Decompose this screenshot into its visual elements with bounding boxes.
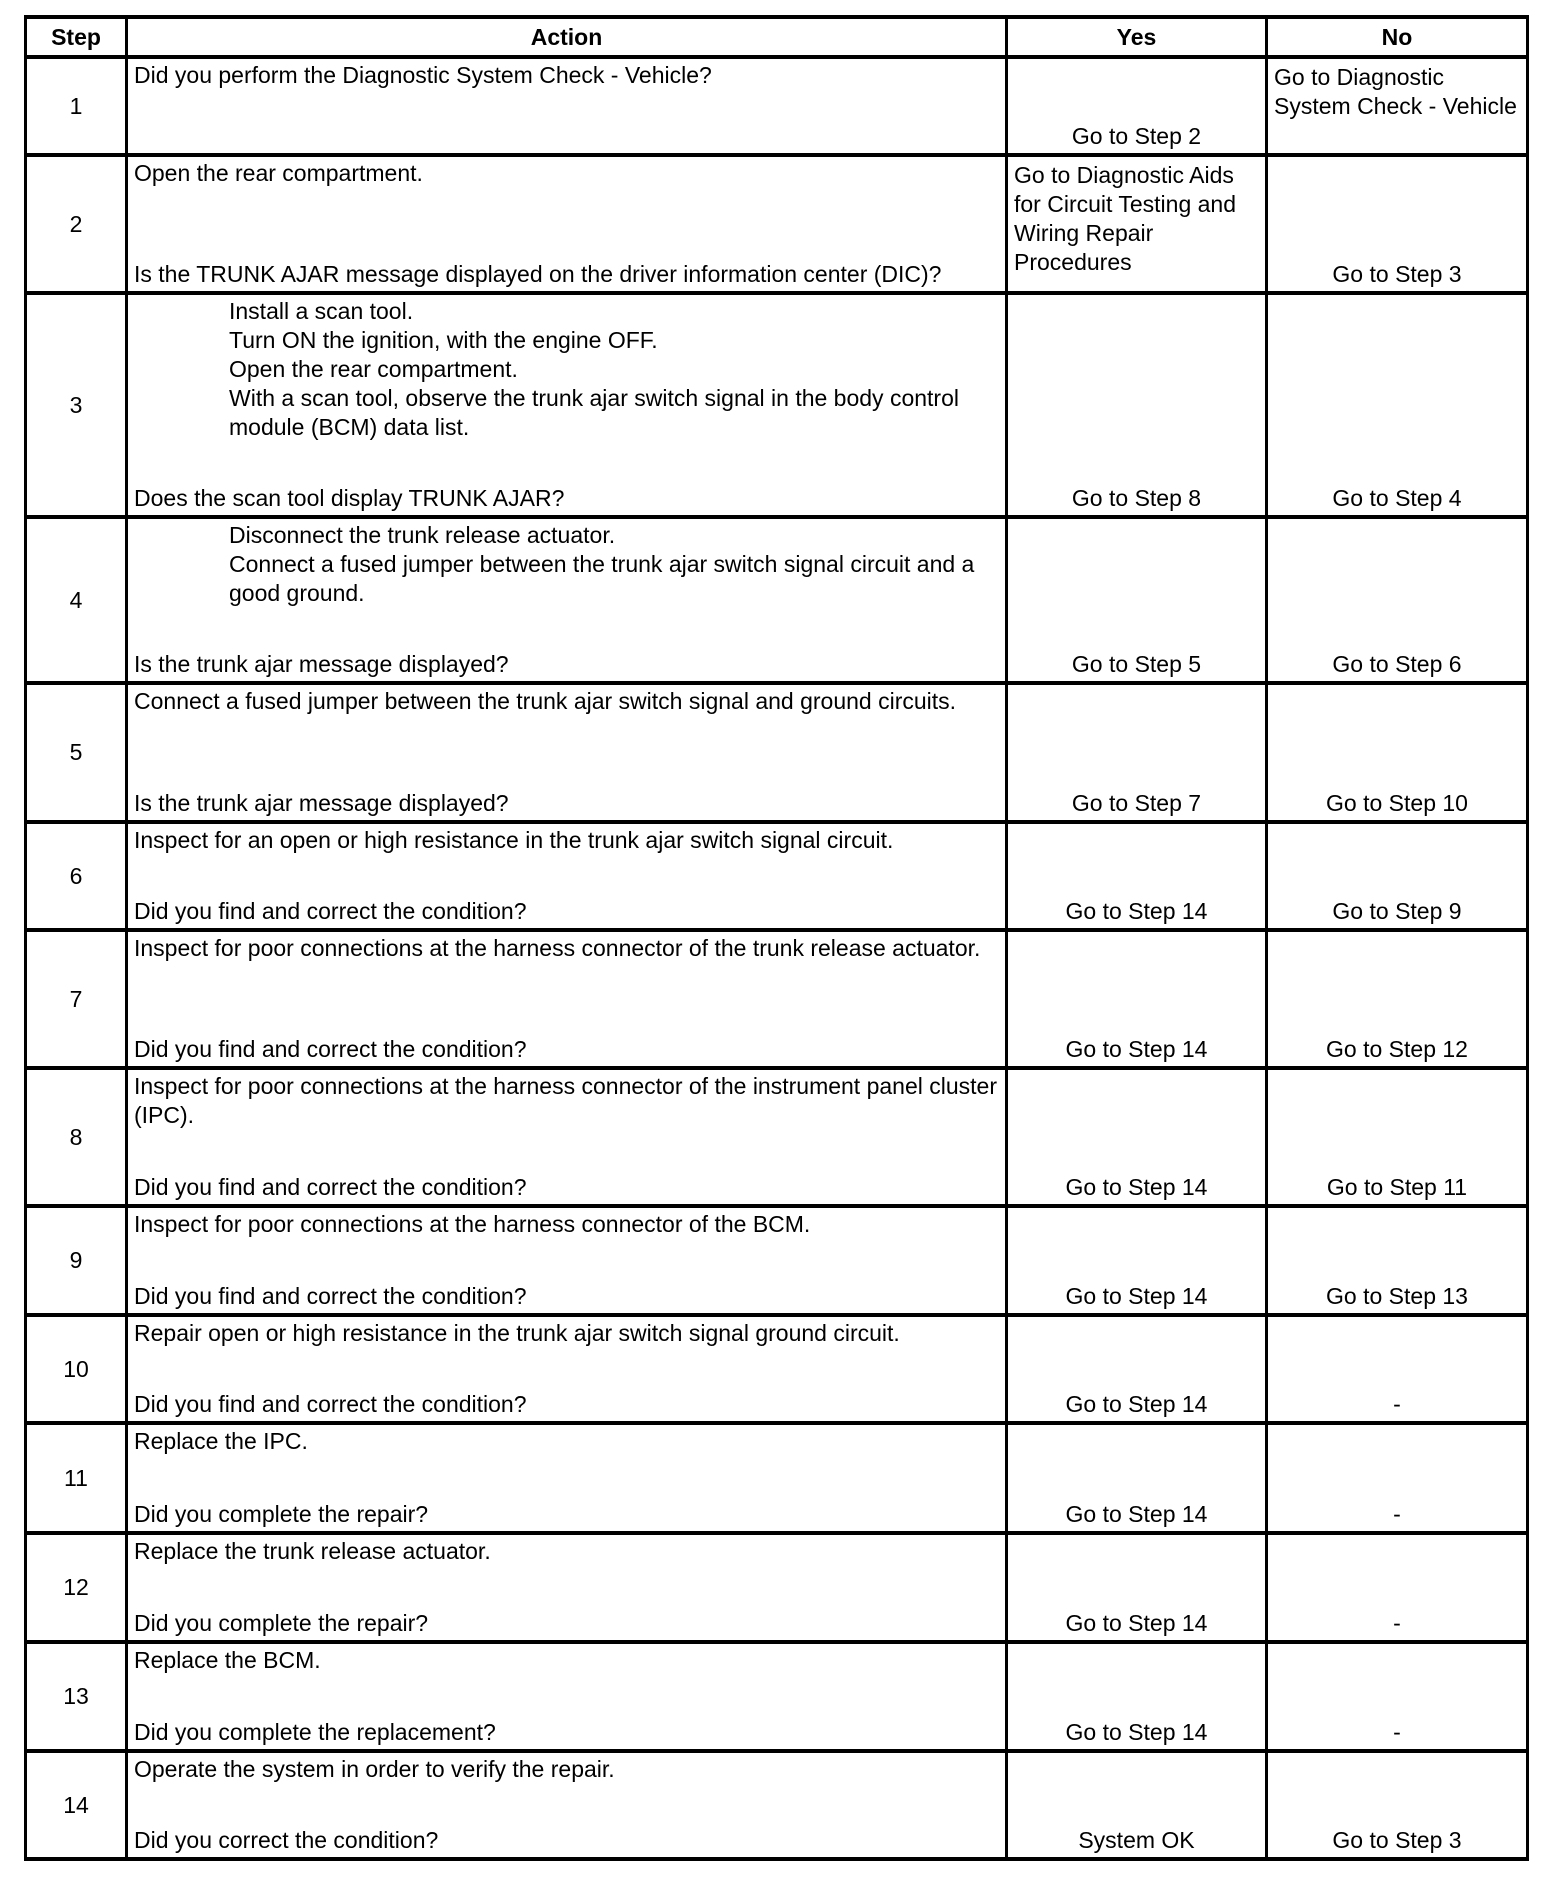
yes-result: Go to Step 2 [1007,57,1267,155]
action-text: Inspect for poor connections at the harness connector of the trunk release actuator. [134,935,981,961]
yes-result: Go to Step 14 [1007,1423,1267,1533]
action-list-item: Open the rear compartment. [229,356,518,382]
no-result: Go to Step 6 [1267,517,1528,683]
no-result: Go to Step 9 [1267,822,1528,930]
yes-result: Go to Step 8 [1007,293,1267,517]
action-text: Inspect for poor connections at the harness connector of the instrument panel cluster (IPC). [134,1073,997,1128]
header-yes: Yes [1007,17,1267,57]
no-result: - [1267,1423,1528,1533]
step-number: 13 [26,1642,127,1751]
header-action: Action [127,17,1007,57]
action-text: Replace the IPC. [134,1428,308,1454]
step-number: 11 [26,1423,127,1533]
yes-result: Go to Step 14 [1007,930,1267,1068]
action-text: Repair open or high resistance in the trunk ajar switch signal ground circuit. [134,1320,900,1346]
step-number: 7 [26,930,127,1068]
action-cell [127,822,1007,930]
action-question: Did you find and correct the condition? [134,1174,527,1200]
yes-result: Go to Step 14 [1007,1533,1267,1642]
action-text: Operate the system in order to verify the repair. [134,1756,615,1782]
header-step: Step [26,17,127,57]
yes-result: Go to Step 14 [1007,822,1267,930]
action-list [134,521,999,608]
action-cell [127,683,1007,822]
action-cell [127,1206,1007,1315]
yes-result: Go to Step 14 [1007,1315,1267,1423]
action-cell [127,1642,1007,1751]
action-list [134,297,999,442]
action-cell [127,1068,1007,1206]
no-result: Go to Step 10 [1267,683,1528,822]
action-question: Did you find and correct the condition? [134,1283,527,1309]
yes-result: Go to Step 7 [1007,683,1267,822]
action-cell [127,57,1007,155]
yes-result: Go to Step 5 [1007,517,1267,683]
step-number: 1 [26,57,127,155]
table-row [26,517,1528,683]
action-question: Did you find and correct the condition? [134,898,527,924]
no-result: Go to Step 12 [1267,930,1528,1068]
action-text: Did you perform the Diagnostic System Check - Vehicle? [134,62,712,88]
action-list-item: With a scan tool, observe the trunk ajar switch signal in the body control module (BCM) data list. [229,385,959,440]
action-list-item: Disconnect the trunk release actuator. [229,522,616,548]
action-list-item: Turn ON the ignition, with the engine OFF. [229,327,658,353]
action-text: Inspect for poor connections at the harness connector of the BCM. [134,1211,811,1237]
table-row [26,683,1528,822]
step-number: 9 [26,1206,127,1315]
action-cell [127,930,1007,1068]
action-cell [127,155,1007,293]
no-result: Go to Step 3 [1267,155,1528,293]
action-cell [127,1751,1007,1859]
action-list-item: Connect a fused jumper between the trunk ajar switch signal circuit and a good ground. [229,551,975,606]
no-result: Go to Step 4 [1267,293,1528,517]
table-row [26,1423,1528,1533]
table-row [26,930,1528,1068]
action-question: Is the TRUNK AJAR message displayed on the driver information center (DIC)? [134,261,942,287]
no-result: Go to Step 13 [1267,1206,1528,1315]
step-number: 3 [26,293,127,517]
no-result: - [1267,1315,1528,1423]
action-cell [127,1533,1007,1642]
no-result: - [1267,1642,1528,1751]
step-number: 2 [26,155,127,293]
action-question: Did you correct the condition? [134,1827,439,1853]
no-result: Go to Step 3 [1267,1751,1528,1859]
action-cell [127,293,1007,517]
action-text: Replace the BCM. [134,1647,321,1673]
table-row [26,57,1528,155]
table-row [26,1206,1528,1315]
action-text: Open the rear compartment. [134,160,423,186]
action-question: Did you find and correct the condition? [134,1391,527,1417]
step-number: 8 [26,1068,127,1206]
action-list-item: Install a scan tool. [229,298,414,324]
table-row [26,1315,1528,1423]
yes-result: Go to Step 14 [1007,1068,1267,1206]
action-question: Did you complete the repair? [134,1501,429,1527]
yes-result: Go to Diagnostic Aids for Circuit Testing and Wiring Repair Procedures [1007,155,1267,293]
diagnostic-table [24,15,1529,1861]
action-text: Inspect for an open or high resistance in the trunk ajar switch signal circuit. [134,827,894,853]
step-number: 6 [26,822,127,930]
no-result: - [1267,1533,1528,1642]
header-row [26,17,1528,57]
action-cell [127,1423,1007,1533]
yes-result: System OK [1007,1751,1267,1859]
action-cell [127,1315,1007,1423]
action-text: Connect a fused jumper between the trunk ajar switch signal and ground circuits. [134,688,957,714]
table-row [26,1068,1528,1206]
yes-result: Go to Step 14 [1007,1206,1267,1315]
table-row [26,822,1528,930]
no-result: Go to Step 11 [1267,1068,1528,1206]
step-number: 12 [26,1533,127,1642]
no-result: Go to Diagnostic System Check - Vehicle [1267,57,1528,155]
step-number: 5 [26,683,127,822]
step-number: 10 [26,1315,127,1423]
action-question: Did you complete the repair? [134,1610,429,1636]
action-question: Did you complete the replacement? [134,1719,496,1745]
action-question: Does the scan tool display TRUNK AJAR? [134,485,565,511]
yes-result: Go to Step 14 [1007,1642,1267,1751]
action-cell [127,517,1007,683]
table-row [26,155,1528,293]
action-question: Is the trunk ajar message displayed? [134,790,509,816]
table-row [26,293,1528,517]
step-number: 4 [26,517,127,683]
action-text: Replace the trunk release actuator. [134,1538,491,1564]
step-number: 14 [26,1751,127,1859]
action-question: Is the trunk ajar message displayed? [134,651,509,677]
header-no: No [1267,17,1528,57]
action-question: Did you find and correct the condition? [134,1036,527,1062]
table-row [26,1533,1528,1642]
table-row [26,1751,1528,1859]
table-row [26,1642,1528,1751]
